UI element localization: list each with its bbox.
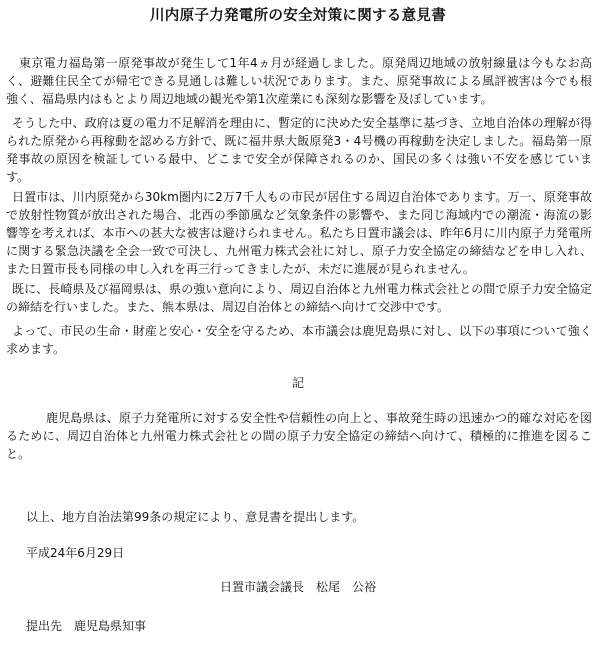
signer-name: 日置市議会議長 松尾 公裕 — [219, 580, 376, 594]
document-date: 平成24年6月29日 — [26, 546, 125, 560]
paragraph-other-prefectures: 既に、長崎県及び福岡県は、県の強い意向により、周辺自治体と九州電力株式会社との間で原子力安全協定の締結を行いました。また、熊本県は、周辺自治体との締結へ向けて交渉中です。 — [6, 282, 592, 314]
ki-heading: 記 — [291, 376, 304, 390]
paragraph-government-restart-policy: そうした中、政府は夏の電力不足解消を理由に、暫定的に決めた安全基準に基づき、立地自治体の理解が得られた原発から再稼動を認める方針で、既に福井県大飯原発3・4号機の再稼動を決定しました。福島第一原発事故の原因を検証している最中、どこまで安全が保障されるのか、国民の多くは強い不安を感じています。 — [6, 116, 592, 184]
document-title: 川内原子力発電所の安全対策に関する意見書 — [150, 8, 446, 24]
closing-statement: 以上、地方自治法第99条の規定により、意見書を提出します。 — [26, 510, 365, 524]
paragraph-hioki-city-concerns: 日置市は、川内原発から30km圏内に2万7千人もの市民が居住する周辺自治体であります。万一、原発事故で放射性物質が放出された場合、北西の季節風など気象条件の影響や、また同じ海域内での潮流・海流の影響等を考えれば、本市への甚大な被害は避けられません。私たち日置市議会は、昨年6月に川内原子力発電所に関する緊急決議を全会一致で可決し、九州電力株式会社に対し、原子力安全協定の締結などを申し入れ、また日置市長も同様の申し入れを再三行ってきましたが、未だに進展が見られません。 — [6, 190, 592, 276]
paragraph-request-item: 鹿児島県は、原子力発電所に対する安全性や信頼性の向上と、事故発生時の迅速かつ的確な対応を図るために、周辺自治体と九州電力株式会社との間の原子力安全協定の締結へ向けて、積極的に推進を図ること。 — [6, 411, 592, 461]
paragraph-fukushima-situation: 東京電力福島第一原発事故が発生して1年4ヵ月が経過しました。原発周辺地域の放射線量は今もなお高く、避難住民全てが帰宅できる見通しは難しい状況であります。また、原発事故による風評被害は今でも根強く、福島県内はもとより周辺地域の観光や第1次産業にも深刻な影響を及ぼしています。 — [6, 56, 592, 106]
paragraph-request-intro: よって、市民の生命・財産と安心・安全を守るため、本市議会は鹿児島県に対し、以下の事項について強く求めます。 — [6, 324, 592, 356]
recipient: 提出先 鹿児島県知事 — [26, 619, 147, 633]
